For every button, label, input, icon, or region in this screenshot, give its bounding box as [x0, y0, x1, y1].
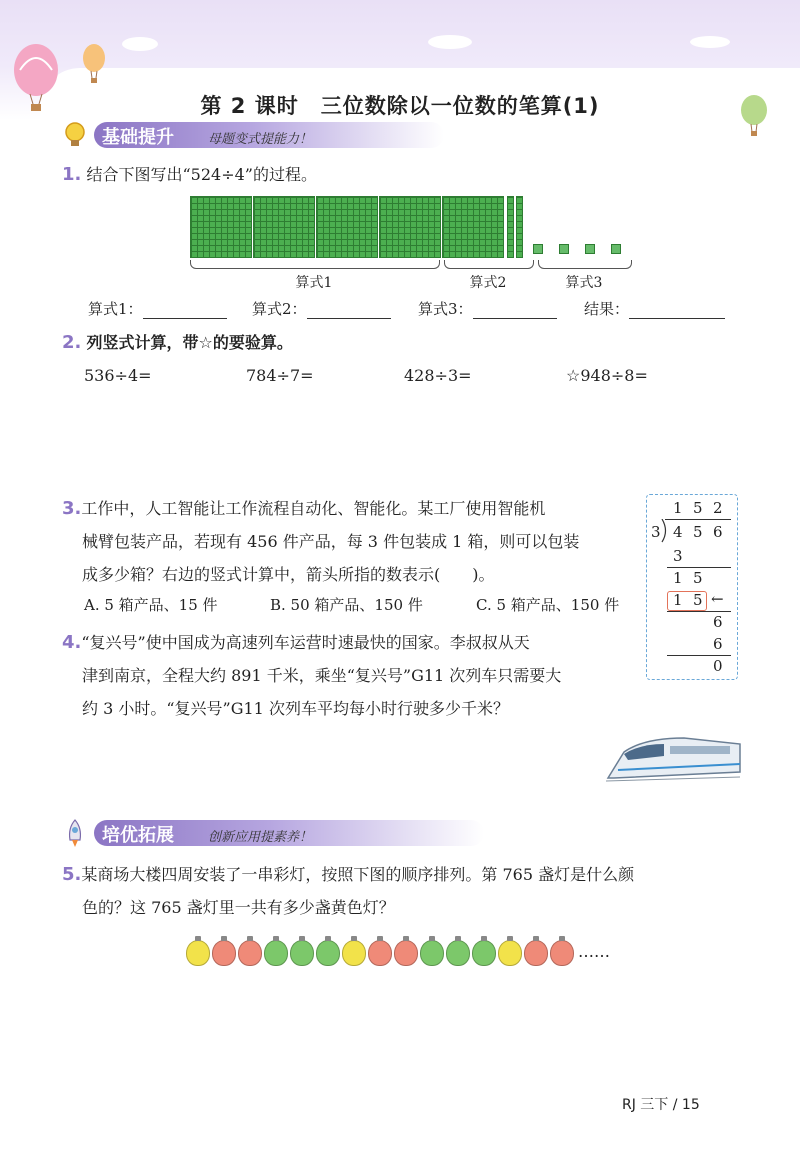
- section-basic-header: [60, 120, 440, 150]
- answer-line-4: [584, 298, 725, 319]
- lamp-green: [290, 940, 314, 966]
- question-4: [62, 626, 642, 725]
- question-text: 列竖式计算，带☆的要验算。: [86, 333, 293, 352]
- arrow-icon: ←: [711, 590, 724, 608]
- quotient-digit: 5: [693, 499, 703, 517]
- option-c[interactable]: C. 5 箱产品、150 件: [476, 596, 620, 614]
- question-number: 4.: [62, 632, 82, 653]
- question-line: “复兴号”使中国成为高速列车运营时速最快的国家。李叔叔从天: [81, 633, 530, 652]
- hundred-block: [190, 196, 252, 258]
- lamp-green: [264, 940, 288, 966]
- divisor: 3: [651, 523, 661, 541]
- answer-blank[interactable]: [629, 318, 725, 319]
- question-line: 约 3 小时。“复兴号”G11 次列车平均每小时行驶多少千米？: [82, 699, 509, 718]
- hundred-block: [442, 196, 504, 258]
- lamp-green: [420, 940, 444, 966]
- hundred-block: [253, 196, 315, 258]
- question-line: 成多少箱？右边的竖式计算中，箭头所指的数表示( )。: [82, 565, 495, 584]
- division-bar: [665, 519, 731, 520]
- lightbulb-icon: [60, 120, 90, 150]
- lamp-red: [238, 940, 262, 966]
- lamp-green: [472, 940, 496, 966]
- step-digit: 1: [673, 569, 683, 587]
- problem-4: ☆948÷8=: [566, 366, 648, 385]
- section-advanced-header: [60, 818, 480, 848]
- one-cube: [559, 244, 569, 254]
- page-number: RJ 三下 / 15: [622, 1097, 700, 1113]
- step-digit: 6: [713, 613, 723, 631]
- step-digit: 3: [673, 547, 683, 565]
- step-digit: 6: [713, 635, 723, 653]
- ten-rod: [516, 196, 523, 258]
- answer-blank[interactable]: [143, 318, 227, 319]
- lamp-green: [316, 940, 340, 966]
- question-number: 5.: [62, 864, 82, 885]
- ellipsis: ……: [578, 942, 610, 961]
- step-line: [667, 655, 731, 656]
- brace-1: [190, 260, 440, 269]
- question-5: [62, 858, 762, 924]
- question-line: 某商场大楼四周安装了一串彩灯，按照下图的顺序排列。第 765 盏灯是什么颜: [81, 865, 635, 884]
- hundred-block: [379, 196, 441, 258]
- dividend-digit: 4: [673, 523, 683, 541]
- step-digit: 1: [673, 591, 683, 609]
- section-title: 培优拓展: [102, 825, 174, 846]
- answer-label: 算式2：: [252, 300, 307, 318]
- hundred-block: [316, 196, 378, 258]
- section-title: 基础提升: [102, 127, 174, 148]
- lamp-red: [550, 940, 574, 966]
- long-division-box: [646, 494, 738, 680]
- brace-label: 算式1: [295, 275, 333, 291]
- lamp-red: [212, 940, 236, 966]
- brace-3: [538, 260, 632, 269]
- step-line: [667, 611, 731, 612]
- question-1: [62, 158, 317, 191]
- question-line: 工作中，人工智能让工作流程自动化、智能化。某工厂使用智能机: [81, 499, 546, 518]
- lamp-sequence: [186, 934, 646, 968]
- lamp-red: [368, 940, 392, 966]
- one-cube: [585, 244, 595, 254]
- lamp-yellow: [186, 940, 210, 966]
- lamp-red: [394, 940, 418, 966]
- one-cube: [533, 244, 543, 254]
- answer-line-3: [418, 298, 557, 319]
- answer-line-2: [252, 298, 391, 319]
- answer-label: 算式3：: [418, 300, 473, 318]
- page-title: 第 2 课时 三位数除以一位数的笔算(1): [200, 94, 600, 118]
- problem-3: 428÷3=: [404, 366, 472, 385]
- lamp-yellow: [498, 940, 522, 966]
- question-3: [62, 492, 642, 591]
- answer-label: 结果：: [584, 300, 630, 318]
- lamp-red: [524, 940, 548, 966]
- lamp-green: [446, 940, 470, 966]
- answer-label: 算式1：: [88, 300, 143, 318]
- question-line: 色的？这 765 盏灯里一共有多少盏黄色灯？: [82, 898, 395, 917]
- division-bracket: [661, 519, 669, 543]
- base-ten-blocks-diagram: [190, 196, 650, 296]
- problem-1: 536÷4=: [84, 366, 152, 385]
- problem-2: 784÷7=: [246, 366, 314, 385]
- brace-label: 算式3: [565, 275, 603, 291]
- ten-rod: [507, 196, 514, 258]
- section-tagline: 母题变式提能力！: [208, 132, 313, 147]
- bullet-train-icon: [604, 732, 744, 784]
- answer-blank[interactable]: [473, 318, 557, 319]
- step-digit: 5: [693, 569, 703, 587]
- dividend-digit: 5: [693, 523, 703, 541]
- section-tagline: 创新应用提素养！: [208, 830, 313, 845]
- question-text: 结合下图写出“524÷4”的过程。: [86, 165, 317, 184]
- step-digit: 5: [693, 591, 703, 609]
- answer-line-1: [88, 298, 227, 319]
- question-number: 1.: [62, 164, 82, 185]
- step-line: [667, 567, 731, 568]
- lamp-yellow: [342, 940, 366, 966]
- cloud-decoration: [120, 30, 740, 60]
- one-cube: [611, 244, 621, 254]
- rocket-icon: [60, 818, 90, 848]
- answer-blank[interactable]: [307, 318, 391, 319]
- option-a[interactable]: A. 5 箱产品、15 件: [84, 596, 218, 614]
- brace-label: 算式2: [469, 275, 507, 291]
- question-line: 械臂包装产品，若现有 456 件产品，每 3 件包装成 1 箱，则可以包装: [82, 532, 580, 551]
- dividend-digit: 6: [713, 523, 723, 541]
- option-b[interactable]: B. 50 箱产品、150 件: [270, 596, 423, 614]
- question-2: [62, 326, 293, 359]
- quotient-digit: 2: [713, 499, 723, 517]
- question-number: 2.: [62, 332, 82, 353]
- question-line: 津到南京，全程大约 891 千米，乘坐“复兴号”G11 次列车只需要大: [82, 666, 562, 685]
- brace-2: [444, 260, 534, 269]
- question-number: 3.: [62, 498, 82, 519]
- remainder-digit: 0: [713, 657, 723, 675]
- quotient-digit: 1: [673, 499, 683, 517]
